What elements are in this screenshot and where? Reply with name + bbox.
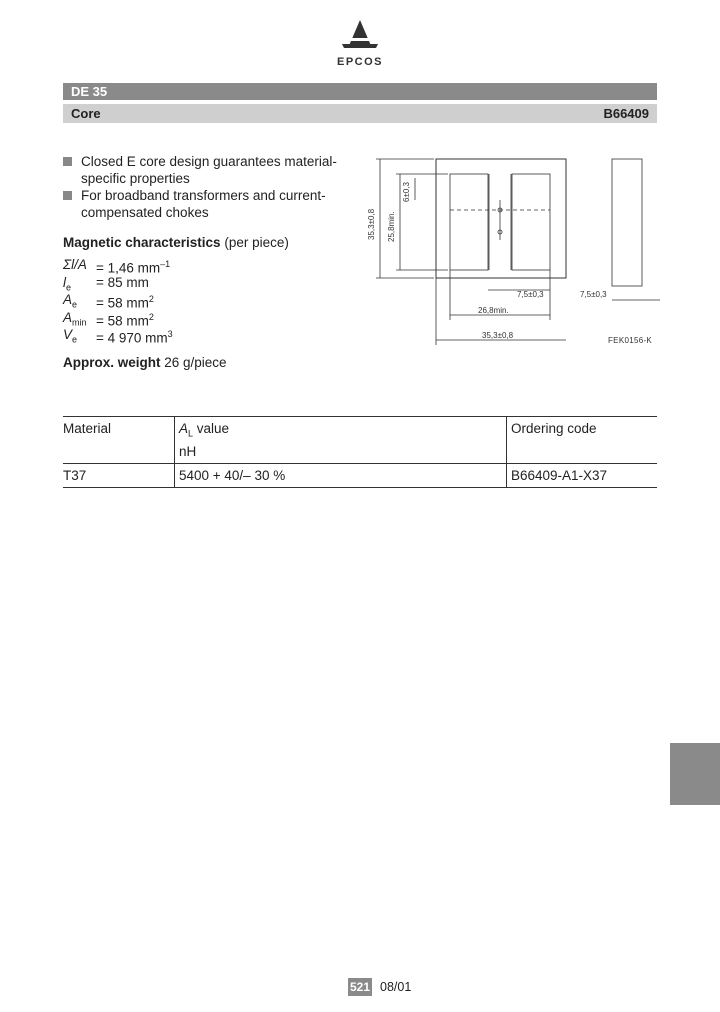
param-symbol: A — [63, 292, 73, 307]
weight-value: 26 g/piece — [164, 355, 227, 370]
param-superscript: 2 — [148, 311, 154, 322]
page-number: 521 — [349, 980, 371, 994]
feature-text: For broadband transformers and current-compensated chokes — [81, 188, 326, 220]
param-row — [63, 291, 173, 309]
param-key — [63, 274, 96, 292]
param-value-text: = 1,46 mm — [96, 260, 161, 276]
brand-logo-text: EPCOS — [336, 56, 383, 68]
param-row — [63, 326, 173, 344]
header-ordering-code: Ordering code — [506, 417, 657, 463]
magnetic-title-text: Magnetic characteristics — [63, 235, 221, 250]
dim-leg: 6±0,3 — [402, 182, 411, 202]
header-material: Material — [63, 421, 112, 436]
part-code: B66409 — [603, 106, 649, 121]
dim-inner-width: 26,8min. — [478, 306, 509, 315]
cell-material: T37 — [63, 467, 87, 483]
section-tab-marker — [670, 743, 720, 805]
dim-height-outer: 35,3±0,8 — [367, 208, 376, 240]
param-symbol: l — [63, 274, 66, 290]
param-key — [63, 326, 96, 344]
al-label: value — [196, 421, 230, 436]
dim-outer-width: 35,3±0,8 — [482, 331, 514, 340]
feature-item — [63, 153, 353, 187]
param-value-text: = 58 mm — [96, 313, 149, 328]
param-subscript: min — [72, 317, 87, 328]
param-key — [63, 291, 96, 309]
cell-al-value: 5400 + 40/– 30 % — [174, 464, 506, 487]
param-superscript: 2 — [148, 294, 154, 304]
issue-date: 08/01 — [380, 980, 412, 994]
dim-w2: 7,5±0,3 — [580, 290, 607, 299]
table-header-row — [63, 416, 657, 464]
al-unit: nH — [179, 443, 197, 459]
param-superscript: 3 — [167, 329, 173, 339]
param-subscript: e — [66, 282, 72, 293]
param-value — [96, 274, 149, 292]
param-symbol: A — [63, 309, 73, 325]
param-key — [63, 256, 96, 274]
param-value — [96, 291, 154, 309]
param-row — [63, 274, 173, 292]
al-subscript: L — [188, 428, 194, 439]
param-subscript: e — [72, 334, 78, 345]
magnetic-title — [63, 235, 289, 250]
figure-code: FEK0156-K — [608, 336, 653, 345]
param-key — [63, 309, 96, 327]
dim-height-inner: 25,8min. — [387, 211, 396, 242]
param-row — [63, 309, 173, 327]
param-value-text: = 58 mm — [96, 295, 149, 311]
param-superscript: –1 — [160, 259, 171, 269]
bullet-square-icon — [63, 157, 72, 166]
ordering-table — [63, 416, 657, 488]
cell-ordering-code: B66409-A1-X37 — [506, 464, 657, 487]
param-symbol: Σl/A — [63, 257, 87, 272]
param-value — [96, 326, 173, 344]
magnetic-params — [63, 256, 173, 344]
header-al-value — [174, 417, 506, 463]
part-type: Core — [71, 106, 101, 121]
table-row — [63, 464, 657, 488]
param-value — [96, 256, 170, 274]
part-bar — [63, 104, 657, 123]
weight-label: Approx. weight — [63, 355, 161, 370]
al-symbol: A — [179, 421, 189, 436]
weight-line — [63, 355, 227, 370]
magnetic-title-note: (per piece) — [224, 235, 289, 250]
param-row — [63, 256, 173, 274]
param-subscript: e — [72, 299, 78, 310]
param-value-text: = 4 970 mm — [96, 330, 168, 346]
series-title: DE 35 — [71, 84, 108, 99]
feature-item — [63, 187, 353, 221]
core-dimension-drawing — [360, 150, 660, 350]
param-value-text: = 85 mm — [96, 274, 149, 290]
feature-text: Closed E core design guarantees material-specific properties — [81, 154, 337, 186]
feature-list — [63, 153, 353, 221]
dim-w1: 7,5±0,3 — [517, 290, 544, 299]
param-symbol: V — [63, 327, 73, 342]
bullet-square-icon — [63, 191, 72, 200]
param-value — [96, 309, 154, 327]
series-bar — [63, 83, 657, 100]
